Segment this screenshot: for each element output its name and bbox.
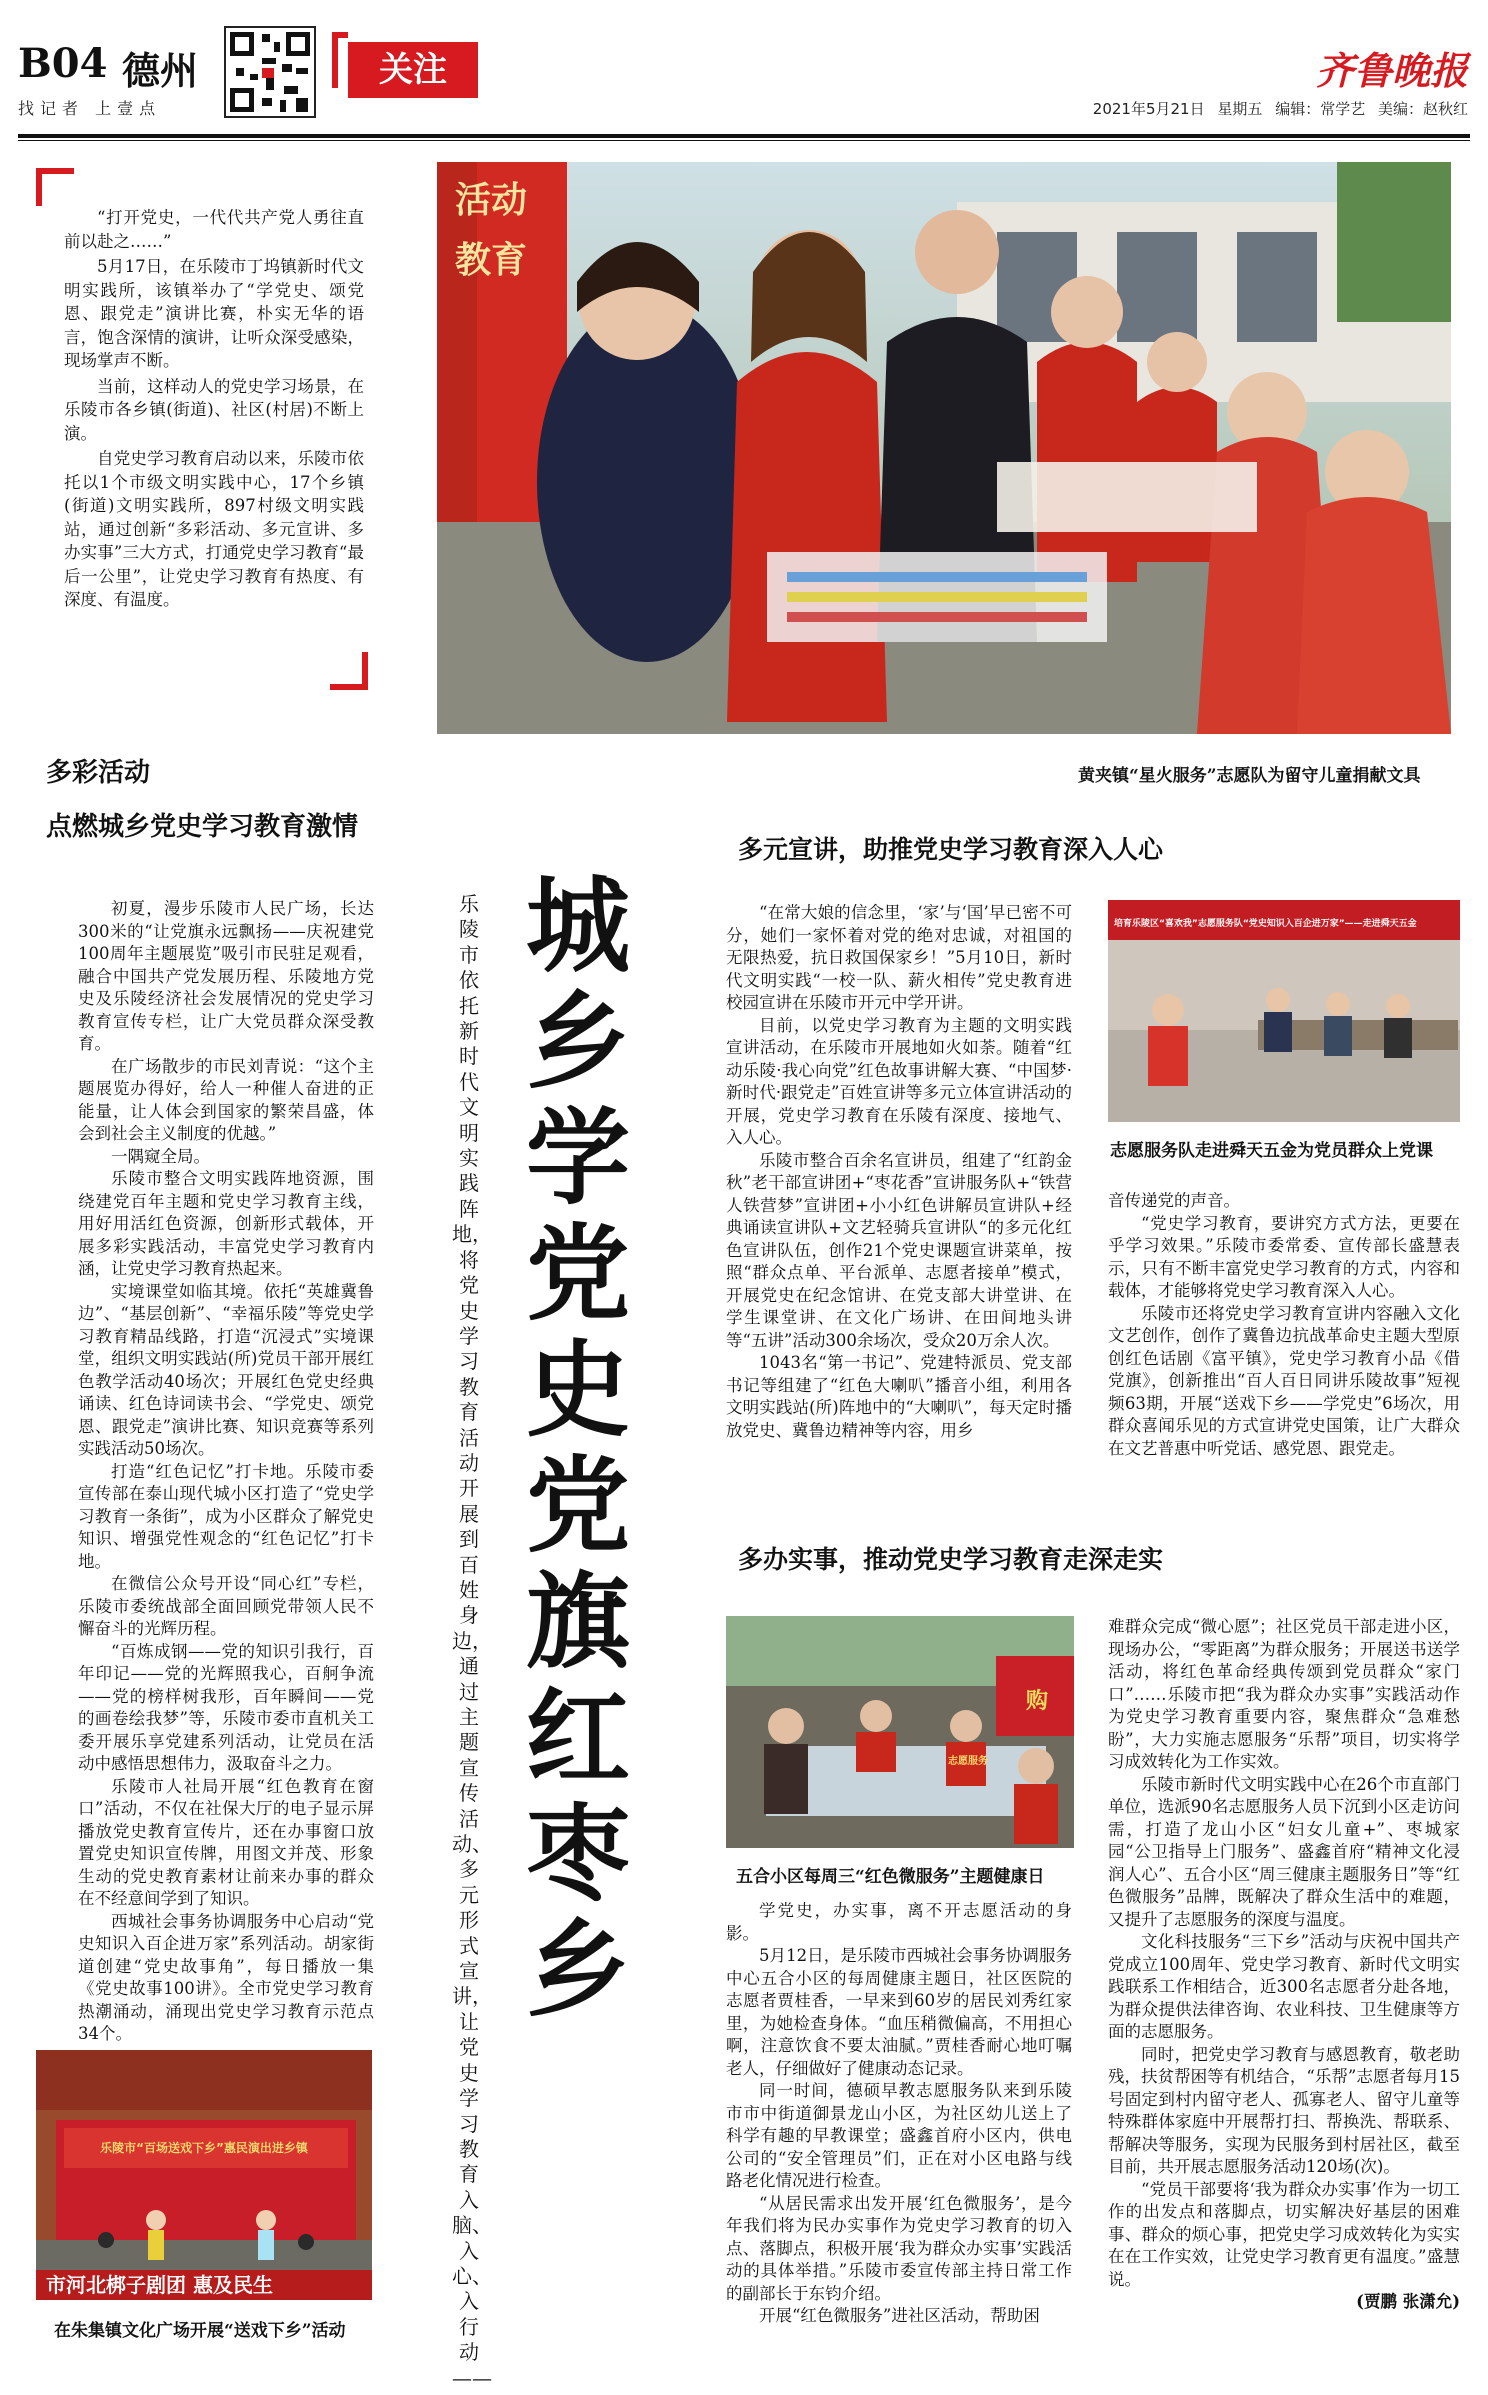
photo-banner-text: 市河北梆子剧团 惠及民生 [46,2273,273,2297]
body-paragraph: 学党史，办实事，离不开志愿活动的身影。 [726,1901,1072,1943]
lead-paragraph: “打开党史，一代代共产党人勇往直前以赴之……” [64,208,364,251]
body-paragraph: “党员干部要将‘我为群众办实事’作为一切工作的出发点和落脚点，切实解决好基层的困难事、群众的烦心事，把党史学习成效转化为实实在在工作实效，让党史学习教育更有温度。”盛慧说。 [1108,2179,1460,2289]
section-tag [332,32,480,104]
body-paragraph: 在微信公众号开设“同心红”专栏，乐陵市委统战部全面回顾党带领人民不懈奋斗的光辉历程。 [78,1574,374,1638]
body-paragraph: 1043名“第一书记”、党建特派员、党支部书记等组建了“红色大喇叭”播音小组，利用各文明实践站(所)阵地中的“大喇叭”，每天定时播放党史、冀鲁边精神等内容，用乡 [726,1353,1072,1440]
body-paragraph: 实境课堂如临其境。依托“英雄冀鲁边”、“基层创新”、“幸福乐陵”等党史学习教育精品线路，打造“沉浸式”实境课堂，组织文明实践站(所)党员干部开展红色教学活动40场次；开展红色党史经典诵读、红色诗词读书会、“学党史、颂党恩、跟党走”演讲比赛、知识竞赛等系列实践活动50场次。 [78,1281,374,1458]
section3-body-col2 [1108,1616,1460,2376]
section1-title: 点燃城乡党史学习教育激情 [46,812,359,842]
body-paragraph: 同时，把党史学习教育与感恩教育，敬老助残，扶贫帮困等有机结合，“乐帮”志愿者每月15号固定到村内留守老人、孤寡老人、留守儿童等特殊群体家庭中开展帮打扫、帮换洗、帮联系、帮解决等服务，实现为民服务到村居社区，截至目前，共开展志愿服务活动120场(次)。 [1108,2044,1460,2176]
volunteer-lecture-caption: 志愿服务队走进舜天五金为党员群众上党课 [1110,1141,1433,1161]
send-opera-photo [36,2050,372,2300]
editor-credit: 编辑：常学艺 [1275,100,1366,118]
body-paragraph: 一隅窥全局。 [111,1146,210,1166]
designer-credit: 美编：赵秋红 [1377,100,1468,118]
health-day-photo [726,1616,1074,1848]
photo-banner-text: 培育乐陵区“喜欢我”志愿服务队“党史知识入百企进万家”——走进舜天五金 [1114,919,1417,929]
body-paragraph: 乐陵市人社局开展“红色教育在窗口”活动，不仅在社保大厅的电子显示屏播放党史教育宣传片，还在办事窗口放置党史知识宣传牌，用图文并茂、形象生动的党史教育素材让前来办事的群众在不经意间学到了知识。 [78,1776,374,1908]
edition-city: 德州 [122,48,199,93]
body-paragraph: 乐陵市还将党史学习教育宣讲内容融入文化文艺创作，创作了冀鲁边抗战革命史主题大型原创红色话剧《富平镇》，党史学习教育小品《借党旗》，创新推出“百人百日同讲乐陵故事”短视频63期，开展“送戏下乡——学党史”6场次，用群众喜闻乐见的方式宣讲党史国策，让广大群众在文艺普惠中听党话、感党恩、跟党走。 [1108,1303,1460,1458]
body-paragraph: 5月12日，是乐陵市西城社会事务协调服务中心五合小区的每周健康主题日，社区医院的志愿者贾桂香，一早来到60岁的居民刘秀红家里，为她检查身体。“血压稍微偏高，不用担心啊，注意饮食不要太油腻。”贾桂香耐心地叮嘱老人，仔细做好了健康动态记录。 [726,1946,1072,2078]
photo-banner-text: 活动 [455,180,528,221]
section3-body-col1 [726,1900,1072,2370]
lead-box [36,168,368,690]
body-paragraph: 初夏，漫步乐陵市人民广场，长达300米的“让党旗永远飘扬——庆祝建党100周年主题展览”吸引市民驻足观看，融合中国共产党发展历程、乐陵地方党史及乐陵经济社会发展情况的党史学习教育宣传专栏，让广大党员群众深受教育。 [78,899,374,1053]
body-paragraph: 在广场散步的市民刘青说：“这个主题展览办得好，给人一种催人奋进的正能量，让人体会到国家的繁荣昌盛，体会到社会主义制度的优越。” [78,1056,374,1143]
body-paragraph: 打造“红色记忆”打卡地。乐陵市委宣传部在泰山现代城小区打造了“党史学习教育一条街”，成为小区群众了解党史知识、增强党性观念的“红色记忆”打卡地。 [78,1461,374,1571]
section2-body-col2 [1108,1190,1460,1496]
section1-kicker: 多彩活动 [46,758,151,788]
body-paragraph: 难群众完成“微心愿”；社区党员干部走进小区，现场办公，“零距离”为群众服务；开展送书送学活动，将红色革命经典传颂到党员群众“家门口”……乐陵市把“我为群众办实事”实践活动作为党史学习教育重要内容，聚焦群众“急难愁盼”，大力实施志愿服务“乐帮”项目，切实将学习成效转化为工作实效。 [1108,1617,1460,1771]
lead-paragraph: 自党史学习教育启动以来，乐陵市依托以1个市级文明实践中心，17个乡镇(街道)文明实践所，897村级文明实践站，通过创新“多彩活动、多元宣讲、多办实事”三大方式，打通党史学习教育“最后一公里”，让党史学习教育有热度、有深度、有温度。 [64,449,364,609]
main-photo [437,162,1451,734]
lead-paragraph: 5月17日，在乐陵市丁坞镇新时代文明实践所，该镇举办了“学党史、颂党恩、跟党走”演讲比赛，朴实无华的语言，饱含深情的演讲，让听众深受感染，现场掌声不断。 [64,257,364,370]
section3-title: 多办实事，推动党史学习教育走深走实 [738,1545,1164,1574]
body-paragraph: 开展“红色微服务”进社区活动，帮助困 [759,2306,1040,2325]
section2-title: 多元宣讲，助推党史学习教育深入人心 [738,835,1164,864]
health-day-caption: 五合小区每周三“红色微服务”主题健康日 [736,1867,1045,1887]
body-paragraph: “党史学习教育，要讲究方式方法，更要在乎学习效果。”乐陵市委常委、宣传部长盛慧表示，只有不断丰富党史学习教育的方式，内容和载体，才能够将党史学习教育深入人心。 [1108,1213,1460,1300]
photo-stage-text: 乐陵市“百场送戏下乡”惠民演出进乡镇 [100,2141,308,2155]
page-number: B04 [18,40,108,87]
issue-date: 2021年5月21日 [1092,100,1205,118]
section-label: 关注 [348,42,478,98]
photo-sign-text: 志愿服务 [948,1756,988,1767]
qr-code-icon [224,26,316,118]
body-paragraph: 乐陵市整合文明实践阵地资源，围绕建党百年主题和党史学习教育主线，用好用活红色资源，创新形式载体，开展多彩实践活动，丰富党史学习教育内涵，让党史学习教育热起来。 [78,1169,374,1278]
body-paragraph: 西城社会事务协调服务中心启动“党史知识入百企进万家”系列活动。胡家街道创建“党史故事角”，每日播放一集《党史故事100讲》。全市党史学习教育热潮涌动，涌现出党史学习教育示范点34个。 [78,1911,374,2043]
body-paragraph: 文化科技服务“三下乡”活动与庆祝中国共产党成立100周年、党史学习教育、新时代文明实践联系工作相结合，近300名志愿者分赴各地，为群众提供法律咨询、农业科技、卫生健康等方面的志愿服务。 [1108,1932,1460,2041]
newspaper-masthead: 齐鲁晚报 [1315,48,1468,93]
body-paragraph: 乐陵市整合百余名宣讲员，组建了“红韵金秋”老干部宣讲团+“枣花香”宣讲服务队+“铁营人铁营梦”宣讲团+小小红色讲解员宣讲队+经典诵读宣讲队+文艺轻骑兵宣讲队“的多元化红色宣讲队伍，创作21个党史课题宣讲菜单，按照“群众点单、平台派单、志愿者接单”模式，开展党史在纪念馆讲、在党支部大讲堂讲、在学生课堂讲、在文化广场讲、在田间地头讲等“五讲”活动300余场次，受众20万余人次。 [726,1150,1072,1350]
volunteer-lecture-photo [1108,900,1460,1122]
body-paragraph: “在常大娘的信念里，‘家’与‘国’早已密不可分，她们一家怀着对党的绝对忠诚，对祖国的无限热爱，抗日救国保家乡！”5月10日，新时代文明实践“一校一队、薪火相传”党史教育进校园宣讲在乐陵市开元中学开讲。 [726,903,1072,1012]
section1-body [78,898,374,2048]
issue-meta [1093,98,1468,119]
main-photo-caption: 黄夹镇“星火服务”志愿队为留守儿童捐献文具 [1078,766,1421,786]
body-paragraph: 目前，以党史学习教育为主题的文明实践宣讲活动，在乐陵市开展地如火如荼。随着“红动乐陵·我心向党”红色故事讲解大赛、“中国梦·新时代·跟党走”百姓宣讲等多元立体宣讲活动的开展，党史学习教育在乐陵有深度、接地气、入人心。 [726,1015,1072,1147]
body-paragraph: 同一时间，德硕早教志愿服务队来到乐陵市市中街道御景龙山小区，为社区幼儿送上了科学有趣的早教课堂；盛鑫首府小区内，供电公司的“安全管理员”们，正在对小区电路与线路老化情况进行检查。 [726,2081,1072,2190]
photo-banner-text: 教育 [455,240,528,281]
body-paragraph: “从居民需求出发开展‘红色微服务’，是今年我们将为民办实事作为党史学习教育的切入点、落脚点，积极开展‘我为群众办实事’实践活动的具体举措。”乐陵市委宣传部主持日常工作的副部长于东钧介绍。 [726,2193,1072,2303]
header-rule [18,134,1470,138]
photo-sign-text: 购 [1026,1689,1049,1714]
issue-weekday: 星期五 [1217,100,1263,118]
lead-paragraph: 当前，这样动人的党史学习场景，在乐陵市各乡镇(街道)、社区(村居)不断上演。 [64,376,364,443]
headline-subtitle: 乐陵市依托新时代文明实践阵地，将党史学习教育活动开展到百姓身边，通过主题宣传活动、多元形式宣讲，让党史学习教育入脑、入心、入行动—— [452,892,492,2390]
header-rule-thin [18,140,1470,141]
headline-title: 城乡学党史 党旗红枣乡 [525,864,630,2031]
section2-body-col1 [726,902,1072,1492]
body-paragraph: 音传递党的声音。 [1108,1191,1240,1210]
body-paragraph: “百炼成钢——党的知识引我行，百年印记——党的光辉照我心，百舸争流——党的榜样树我形，百年瞬间——党的画卷绘我梦”等，乐陵市委市直机关工委开展乐享党建系列活动，让党员在活动中感悟思想伟力，汲取奋斗之力。 [78,1641,374,1773]
body-paragraph: 乐陵市新时代文明实践中心在26个市直部门单位，选派90名志愿服务人员下沉到小区走访问需，打造了龙山小区“妇女儿童+”、枣城家园“公卫指导上门服务”、盛鑫首府“精神文化浸润人心”、五合小区“周三健康主题服务日”等“红色微服务”品牌，既解决了群众生活中的难题，又提升了志愿服务的深度与温度。 [1108,1774,1460,1929]
send-opera-caption: 在朱集镇文化广场开展“送戏下乡”活动 [54,2321,346,2341]
edition-slogan: 找记者 上壹点 [18,99,162,118]
article-byline: (贾鹏 张潇允) [1356,2292,1460,2311]
